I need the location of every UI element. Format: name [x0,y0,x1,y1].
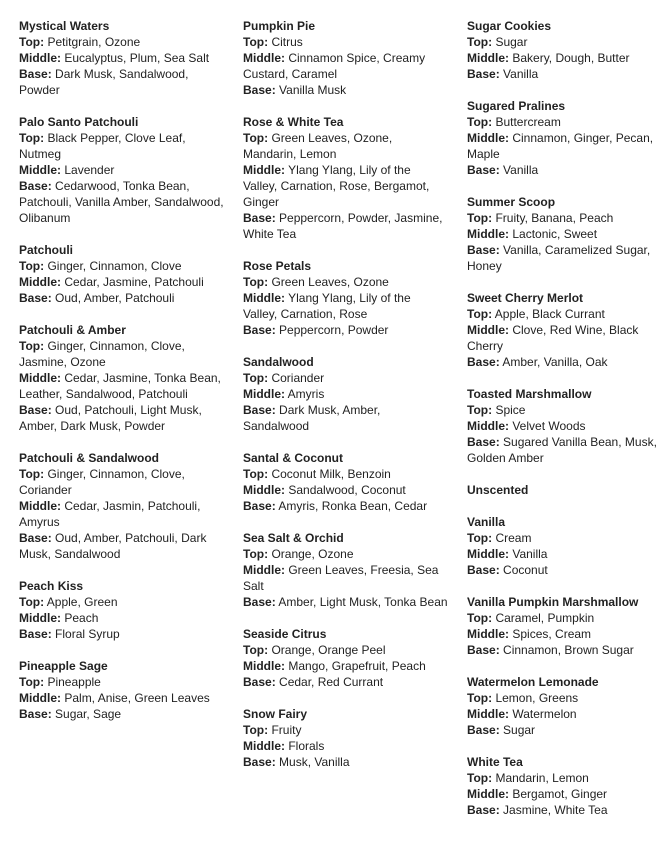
base-notes: Cedar, Red Currant [279,675,384,689]
middle-notes: Bakery, Dough, Butter [512,51,630,65]
middle-notes-line [467,130,665,162]
top-label: Top: [243,275,269,289]
scent-entry [467,194,665,274]
scent-name: Unscented [467,483,529,497]
base-notes-line [467,434,665,466]
middle-label: Middle: [467,419,509,433]
scent-entry [467,386,665,466]
middle-label: Middle: [19,611,61,625]
scent-name: Vanilla [467,515,506,529]
scent-name: Patchouli [19,243,74,257]
base-notes: Dark Musk, Sandalwood, Powder [19,67,189,97]
base-notes-line [19,290,224,306]
top-notes: Black Pepper, Clove Leaf, Nutmeg [19,131,186,161]
middle-notes: Lavender [64,163,115,177]
top-label: Top: [467,691,493,705]
middle-notes: Vanilla [512,547,548,561]
scent-name: Summer Scoop [467,195,556,209]
middle-notes-line [243,482,448,498]
base-notes-line [19,178,224,226]
base-notes: Vanilla [503,67,539,81]
top-notes: Ginger, Cinnamon, Clove, Jasmine, Ozone [19,339,185,369]
middle-notes-line [243,290,448,322]
top-notes-line [243,130,448,162]
base-notes-line [467,354,665,370]
base-notes: Coconut [503,563,548,577]
base-label: Base: [467,723,500,737]
middle-label: Middle: [19,499,61,513]
scent-name: Seaside Citrus [243,627,327,641]
base-label: Base: [19,291,52,305]
top-notes: Spice [495,403,526,417]
middle-notes-line [19,370,224,402]
top-notes-line [243,642,448,658]
base-notes: Sugar, Sage [55,707,122,721]
top-notes: Fruity, Banana, Peach [495,211,614,225]
base-label: Base: [243,755,276,769]
scent-column-3 [467,18,665,834]
base-label: Base: [467,563,500,577]
base-label: Base: [243,83,276,97]
top-notes: Green Leaves, Ozone [271,275,389,289]
middle-notes-line [467,226,665,242]
base-notes: Oud, Amber, Patchouli [55,291,175,305]
scent-name: Snow Fairy [243,707,308,721]
scent-name: Patchouli & Sandalwood [19,451,160,465]
base-notes-line [19,402,224,434]
middle-label: Middle: [243,739,285,753]
scent-name: Vanilla Pumpkin Marshmallow [467,595,639,609]
base-label: Base: [243,675,276,689]
top-notes-line [243,466,448,482]
base-notes-line [19,66,224,98]
middle-notes-line [467,50,665,66]
middle-label: Middle: [243,163,285,177]
middle-notes: Ylang Ylang, Lily of the Valley, Carnation, Rose [243,291,411,321]
base-label: Base: [467,163,500,177]
middle-label: Middle: [467,131,509,145]
middle-notes: Cedar, Jasmin, Patchouli, Amyrus [19,499,201,529]
top-notes: Petitgrain, Ozone [47,35,141,49]
scent-entry [467,98,665,178]
middle-notes-line [19,50,224,66]
middle-label: Middle: [467,787,509,801]
base-notes-line [243,594,448,610]
top-notes: Orange, Orange Peel [271,643,386,657]
top-notes: Green Leaves, Ozone, Mandarin, Lemon [243,131,393,161]
top-label: Top: [19,467,45,481]
top-label: Top: [467,115,493,129]
middle-notes: Green Leaves, Freesia, Sea Salt [243,563,439,593]
middle-label: Middle: [243,659,285,673]
scent-column-1 [19,18,224,738]
middle-notes: Spices, Cream [512,627,592,641]
base-notes: Peppercorn, Powder, Jasmine, White Tea [243,211,443,241]
top-notes: Fruity [271,723,302,737]
top-notes-line [467,306,665,322]
middle-notes: Lactonic, Sweet [512,227,598,241]
scent-entry [243,18,448,98]
top-label: Top: [467,611,493,625]
middle-notes-line [243,162,448,210]
top-label: Top: [243,547,269,561]
scent-entry [243,530,448,610]
top-notes-line [19,258,224,274]
base-notes-line [243,402,448,434]
top-label: Top: [467,307,493,321]
top-notes-line [467,610,665,626]
base-notes-line [243,754,448,770]
middle-notes: Cinnamon, Ginger, Pecan, Maple [467,131,654,161]
middle-notes-line [243,386,448,402]
base-notes: Amber, Light Musk, Tonka Bean [278,595,448,609]
scent-name: Rose Petals [243,259,312,273]
base-notes: Amber, Vanilla, Oak [502,355,608,369]
top-notes-line [19,594,224,610]
top-label: Top: [243,643,269,657]
base-notes-line [19,706,224,722]
scent-entry [243,114,448,242]
top-label: Top: [19,35,45,49]
top-notes: Ginger, Cinnamon, Clove [47,259,182,273]
scent-name: Pineapple Sage [19,659,108,673]
middle-notes-line [467,546,665,562]
middle-label: Middle: [19,163,61,177]
top-notes-line [243,370,448,386]
middle-notes: Amyris [287,387,325,401]
base-notes-line [467,802,665,818]
scent-name: Rose & White Tea [243,115,344,129]
base-notes: Sugar [503,723,536,737]
scent-name: Sugared Pralines [467,99,566,113]
scent-name: Mystical Waters [19,19,110,33]
middle-label: Middle: [19,275,61,289]
top-notes: Mandarin, Lemon [495,771,589,785]
top-notes-line [243,274,448,290]
base-notes: Oud, Amber, Patchouli, Dark Musk, Sandalwood [19,531,207,561]
middle-label: Middle: [467,227,509,241]
middle-notes-line [19,690,224,706]
base-label: Base: [19,179,52,193]
top-notes-line [243,546,448,562]
top-notes: Sugar [495,35,528,49]
middle-notes-line [467,626,665,642]
base-label: Base: [467,803,500,817]
base-notes-line [467,242,665,274]
middle-label: Middle: [243,563,285,577]
scent-name: Sugar Cookies [467,19,552,33]
base-notes-line [243,210,448,242]
top-notes-line [467,690,665,706]
scent-name: Sandalwood [243,355,314,369]
base-notes-line [467,162,665,178]
top-label: Top: [19,595,45,609]
base-notes-line [467,66,665,82]
base-label: Base: [467,643,500,657]
top-label: Top: [19,339,45,353]
top-notes-line [467,34,665,50]
scent-entry [243,258,448,338]
middle-notes: Sandalwood, Coconut [288,483,406,497]
scent-entry [467,754,665,818]
base-notes: Peppercorn, Powder [279,323,389,337]
top-label: Top: [243,371,269,385]
base-notes: Vanilla [503,163,539,177]
middle-notes: Velvet Woods [512,419,586,433]
top-notes: Coriander [271,371,325,385]
top-notes: Cream [495,531,532,545]
scent-name: Sweet Cherry Merlot [467,291,584,305]
top-notes: Orange, Ozone [271,547,354,561]
base-notes: Amyris, Ronka Bean, Cedar [278,499,428,513]
top-notes: Apple, Green [46,595,118,609]
top-notes-line [19,674,224,690]
base-notes: Dark Musk, Amber, Sandalwood [243,403,381,433]
top-notes: Caramel, Pumpkin [495,611,595,625]
top-label: Top: [467,531,493,545]
middle-notes-line [243,50,448,82]
middle-label: Middle: [243,51,285,65]
scent-name: Patchouli & Amber [19,323,126,337]
base-label: Base: [243,323,276,337]
scent-entry [19,658,224,722]
middle-notes-line [19,610,224,626]
top-notes-line [19,338,224,370]
middle-label: Middle: [243,387,285,401]
base-label: Base: [243,499,276,513]
middle-label: Middle: [19,51,61,65]
base-notes-line [243,498,448,514]
middle-notes: Peach [64,611,99,625]
top-notes-line [243,34,448,50]
middle-notes-line [19,498,224,530]
top-label: Top: [19,131,45,145]
top-label: Top: [243,467,269,481]
base-notes-line [467,722,665,738]
middle-notes-line [243,562,448,594]
scent-entry [19,322,224,434]
scent-entry [467,18,665,82]
base-label: Base: [19,707,52,721]
top-label: Top: [243,35,269,49]
scent-entry [243,354,448,434]
top-notes: Coconut Milk, Benzoin [271,467,391,481]
middle-label: Middle: [467,547,509,561]
middle-notes-line [467,706,665,722]
base-label: Base: [19,67,52,81]
scent-name: Pumpkin Pie [243,19,316,33]
scent-entry [19,242,224,306]
scent-name: Palo Santo Patchouli [19,115,139,129]
top-label: Top: [19,675,45,689]
middle-notes: Cedar, Jasmine, Tonka Bean, Leather, Sandalwood, Patchouli [19,371,221,401]
base-label: Base: [467,67,500,81]
middle-notes-line [19,274,224,290]
middle-label: Middle: [467,707,509,721]
middle-notes-line [243,738,448,754]
scent-entry [467,674,665,738]
scent-entry [19,450,224,562]
top-label: Top: [19,259,45,273]
scent-entry [243,706,448,770]
base-label: Base: [243,595,276,609]
top-label: Top: [467,35,493,49]
middle-notes-line [467,322,665,354]
middle-notes: Eucalyptus, Plum, Sea Salt [64,51,210,65]
top-notes-line [467,530,665,546]
base-label: Base: [19,403,52,417]
scent-entry [467,482,665,498]
top-notes-line [19,466,224,498]
base-notes-line [467,642,665,658]
base-label: Base: [243,403,276,417]
top-label: Top: [243,131,269,145]
middle-notes: Bergamot, Ginger [512,787,608,801]
middle-notes: Palm, Anise, Green Leaves [64,691,210,705]
middle-label: Middle: [243,291,285,305]
middle-label: Middle: [19,691,61,705]
base-label: Base: [467,435,500,449]
middle-notes: Clove, Red Wine, Black Cherry [467,323,639,353]
middle-notes: Ylang Ylang, Lily of the Valley, Carnation, Rose, Bergamot, Ginger [243,163,430,209]
base-notes: Cinnamon, Brown Sugar [503,643,634,657]
base-notes-line [19,626,224,642]
scent-entry [467,514,665,578]
middle-label: Middle: [19,371,61,385]
top-label: Top: [467,211,493,225]
middle-label: Middle: [467,627,509,641]
middle-label: Middle: [243,483,285,497]
base-notes-line [467,562,665,578]
middle-notes: Cedar, Jasmine, Patchouli [64,275,204,289]
top-notes-line [19,130,224,162]
top-notes: Citrus [271,35,303,49]
base-label: Base: [19,531,52,545]
top-notes-line [19,34,224,50]
middle-notes: Cinnamon Spice, Creamy Custard, Caramel [243,51,426,81]
middle-notes: Mango, Grapefruit, Peach [288,659,426,673]
base-label: Base: [243,211,276,225]
scent-entry [243,450,448,514]
scent-name: Santal & Coconut [243,451,344,465]
base-notes: Vanilla Musk [279,83,347,97]
scent-name: Watermelon Lemonade [467,675,599,689]
middle-notes-line [467,418,665,434]
scent-entry [19,578,224,642]
scent-entry [243,626,448,690]
top-notes-line [467,114,665,130]
top-label: Top: [243,723,269,737]
middle-notes-line [243,658,448,674]
top-notes-line [467,770,665,786]
scent-name: White Tea [467,755,523,769]
middle-notes: Florals [288,739,325,753]
middle-notes: Watermelon [512,707,577,721]
scent-column-2 [243,18,448,786]
base-notes-line [243,674,448,690]
base-notes: Cedarwood, Tonka Bean, Patchouli, Vanilla Amber, Sandalwood, Olibanum [19,179,224,225]
base-notes: Musk, Vanilla [279,755,350,769]
base-notes-line [19,530,224,562]
middle-notes-line [19,162,224,178]
base-label: Base: [467,355,500,369]
base-notes: Sugared Vanilla Bean, Musk, Golden Amber [467,435,657,465]
base-notes: Jasmine, White Tea [503,803,608,817]
scent-entry [19,114,224,226]
base-label: Base: [19,627,52,641]
middle-notes-line [467,786,665,802]
base-notes-line [243,82,448,98]
top-notes: Apple, Black Currant [494,307,605,321]
top-notes: Buttercream [495,115,561,129]
scent-entry [467,290,665,370]
top-notes-line [467,210,665,226]
scent-entry [19,18,224,98]
scent-name: Peach Kiss [19,579,84,593]
scent-name: Toasted Marshmallow [467,387,592,401]
middle-label: Middle: [467,51,509,65]
base-notes: Oud, Patchouli, Light Musk, Amber, Dark Musk, Powder [19,403,202,433]
base-notes-line [243,322,448,338]
base-notes: Vanilla, Caramelized Sugar, Honey [467,243,651,273]
top-notes-line [243,722,448,738]
top-notes: Lemon, Greens [495,691,579,705]
base-notes: Floral Syrup [55,627,120,641]
top-label: Top: [467,403,493,417]
top-notes-line [467,402,665,418]
top-notes: Pineapple [47,675,101,689]
top-label: Top: [467,771,493,785]
scent-name: Sea Salt & Orchid [243,531,344,545]
middle-label: Middle: [467,323,509,337]
base-label: Base: [467,243,500,257]
top-notes: Ginger, Cinnamon, Clove, Coriander [19,467,185,497]
scent-entry [467,594,665,658]
